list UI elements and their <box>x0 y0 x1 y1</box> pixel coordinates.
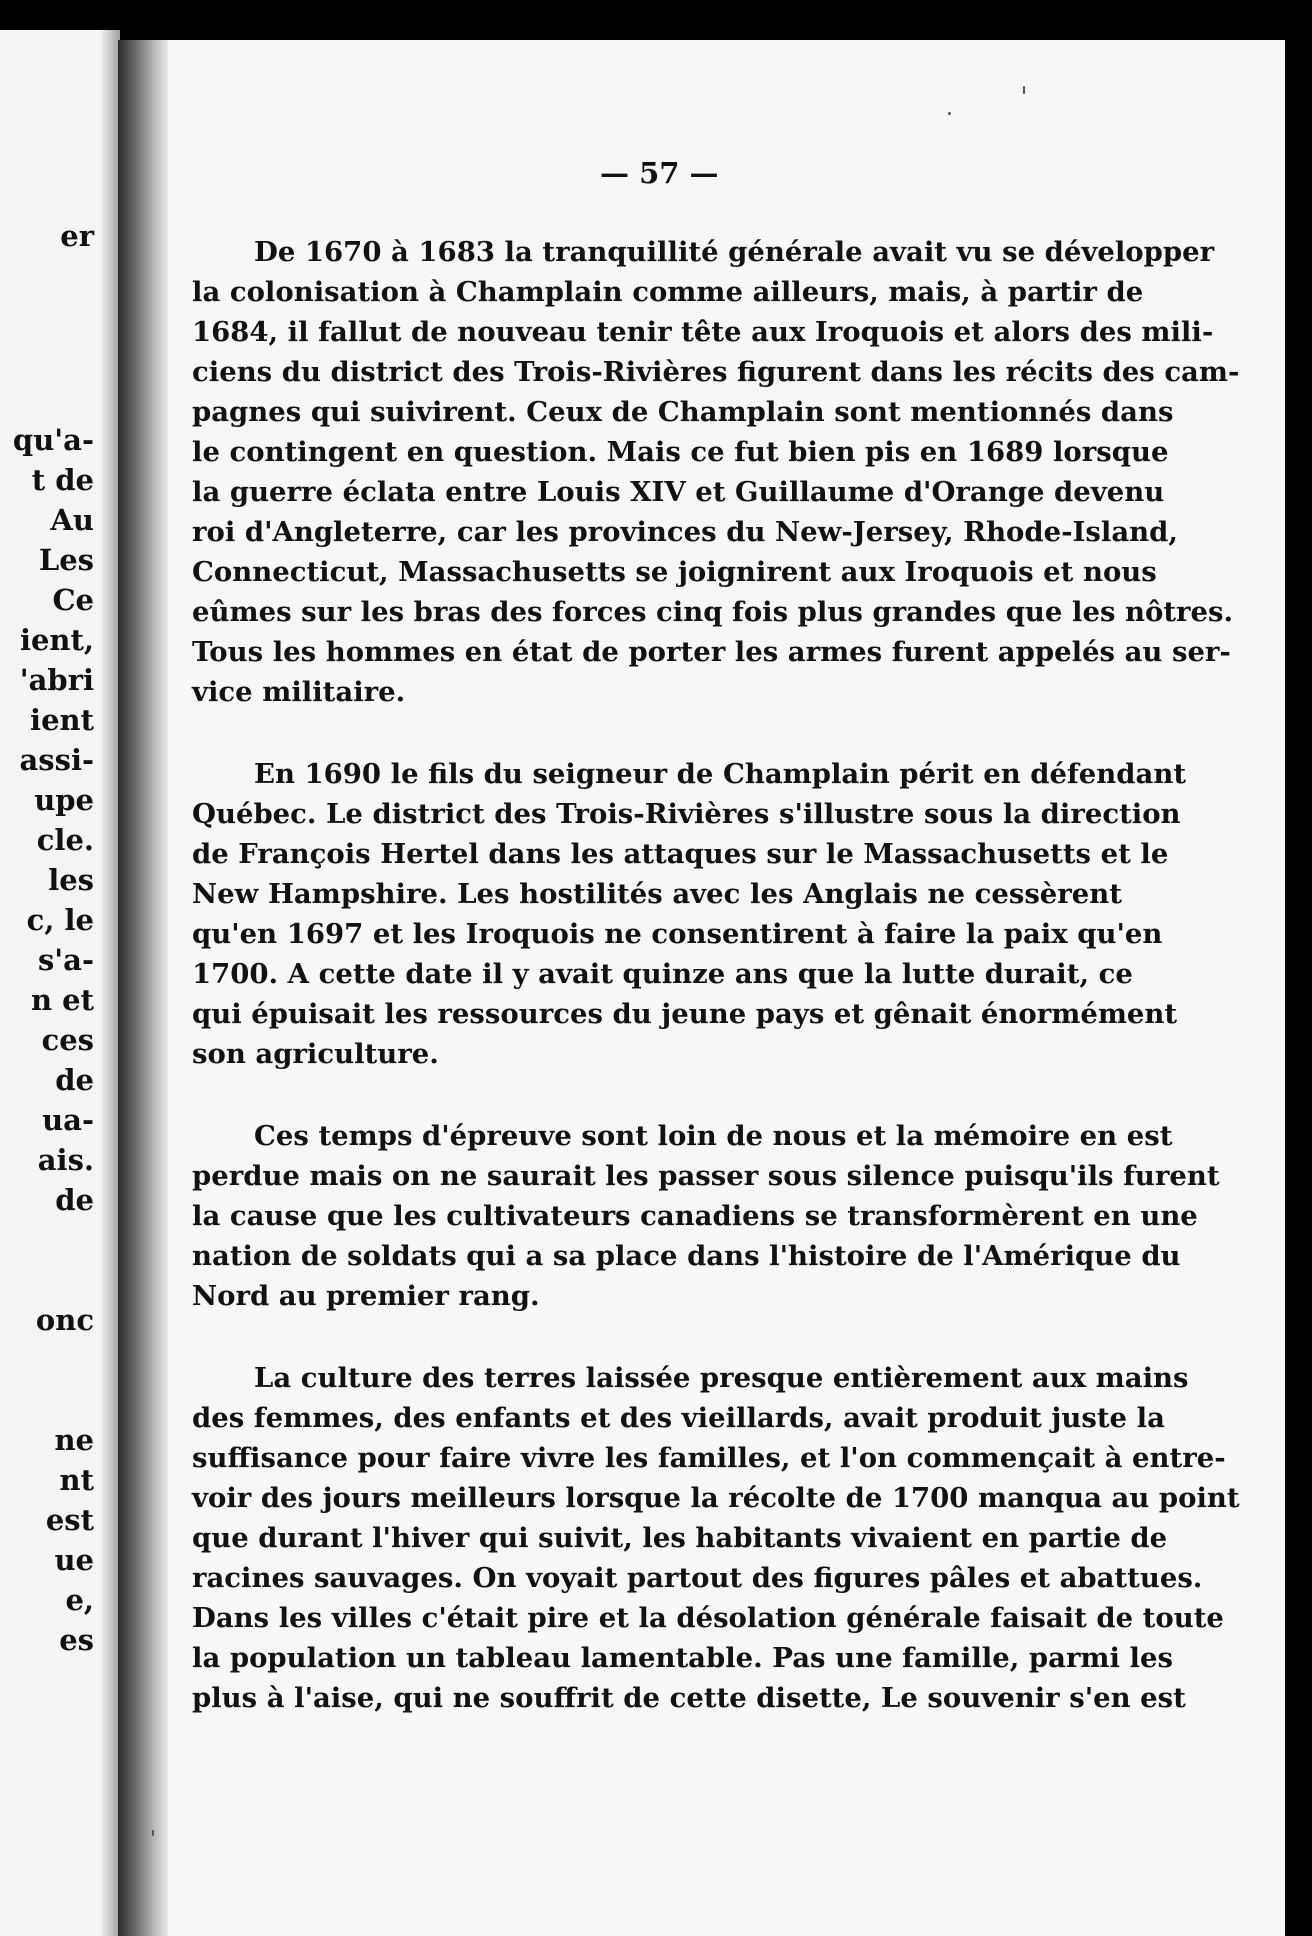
text-line: Dans les villes c'était pire et la désolation générale faisait de toute <box>192 1602 1224 1634</box>
left-page-fragment: les <box>48 863 94 897</box>
text-line: ciens du district des Trois-Rivières figurent dans les récits des cam- <box>192 356 1240 388</box>
left-page-fragment: cle. <box>36 823 94 857</box>
text-line: la guerre éclata entre Louis XIV et Guillaume d'Orange devenu <box>192 476 1165 508</box>
left-page-fragment: er <box>60 219 94 253</box>
left-page-fragment: de <box>55 1183 94 1217</box>
text-line: plus à l'aise, qui ne souffrit de cette disette, Le souvenir s'en est <box>192 1682 1186 1714</box>
text-line: qu'en 1697 et les Iroquois ne consentirent à faire la paix qu'en <box>192 918 1163 950</box>
text-line: Québec. Le district des Trois-Rivières s'illustre sous la direction <box>192 798 1181 830</box>
paper-speck <box>948 112 951 115</box>
left-facing-page <box>0 30 120 1936</box>
left-page-fragment: nt <box>59 1463 94 1497</box>
text-line: En 1690 le fils du seigneur de Champlain périt en défendant <box>254 758 1187 790</box>
left-page-fragment: s'a- <box>37 943 94 977</box>
left-page-fragment: 'abri <box>19 663 94 697</box>
text-line: suffisance pour faire vivre les familles, et l'on commençait à entre- <box>192 1442 1226 1474</box>
text-line: Ces temps d'épreuve sont loin de nous et la mémoire en est <box>254 1120 1173 1152</box>
text-line: vice militaire. <box>192 676 406 708</box>
text-line: Nord au premier rang. <box>192 1280 540 1312</box>
left-page-fragment: est <box>45 1503 94 1537</box>
left-page-fragment: e, <box>65 1583 94 1617</box>
left-page-fragment: onc <box>35 1303 94 1337</box>
left-page-fragment: qu'a- <box>12 423 94 457</box>
text-line: qui épuisait les ressources du jeune pays et gênait énormément <box>192 998 1178 1030</box>
page-edge <box>1285 40 1312 1936</box>
text-line: racines sauvages. On voyait partout des figures pâles et abattues. <box>192 1562 1203 1594</box>
left-page-fragment: ue <box>54 1543 94 1577</box>
text-line: perdue mais on ne saurait les passer sous silence puisqu'ils furent <box>192 1160 1220 1192</box>
left-page-fragment: Au <box>50 503 94 537</box>
left-page-fragment: t de <box>31 463 94 497</box>
text-line: nation de soldats qui a sa place dans l'histoire de l'Amérique du <box>192 1240 1181 1272</box>
left-page-fragment: c, le <box>26 903 94 937</box>
text-line: la population un tableau lamentable. Pas une famille, parmi les <box>192 1642 1173 1674</box>
left-page-fragment: ient, <box>19 623 94 657</box>
paper-speck <box>152 1830 154 1836</box>
body-text <box>192 232 1240 1760</box>
left-page-fragment: Les <box>38 543 94 577</box>
text-line: des femmes, des enfants et des vieillards, avait produit juste la <box>192 1402 1165 1434</box>
text-line: voir des jours meilleurs lorsque la récolte de 1700 manqua au point <box>192 1482 1240 1514</box>
binding-shadow <box>118 40 168 1936</box>
gutter-shadow <box>100 30 120 1936</box>
text-line: eûmes sur les bras des forces cinq fois plus grandes que les nôtres. <box>192 596 1234 628</box>
text-line: son agriculture. <box>192 1038 439 1070</box>
text-line: La culture des terres laissée presque entièrement aux mains <box>254 1362 1189 1394</box>
text-line: pagnes qui suivirent. Ceux de Champlain sont mentionnés dans <box>192 396 1174 428</box>
text-line: De 1670 à 1683 la tranquillité générale avait vu se développer <box>254 236 1215 268</box>
left-page-fragment: n et <box>30 983 94 1017</box>
left-page-fragment: ais. <box>37 1143 94 1177</box>
paper-speck <box>1023 86 1025 94</box>
left-page-fragment: Ce <box>52 583 94 617</box>
text-line: New Hampshire. Les hostilités avec les Anglais ne cessèrent <box>192 878 1122 910</box>
text-line: Connecticut, Massachusetts se joignirent aux Iroquois et nous <box>192 556 1157 588</box>
text-line: Tous les hommes en état de porter les armes furent appelés au ser- <box>192 636 1231 668</box>
left-page-fragment: assi- <box>19 743 94 777</box>
left-page-fragment: de <box>55 1063 94 1097</box>
text-line: 1700. A cette date il y avait quinze ans que la lutte durait, ce <box>192 958 1133 990</box>
paragraph <box>192 1358 1240 1718</box>
text-line: la cause que les cultivateurs canadiens se transformèrent en une <box>192 1200 1198 1232</box>
left-page-fragment: ua- <box>42 1103 94 1137</box>
left-page-fragment: ne <box>54 1423 94 1457</box>
left-page-fragment: upe <box>34 783 94 817</box>
paragraph <box>192 754 1187 1074</box>
text-line: 1684, il fallut de nouveau tenir tête aux Iroquois et alors des mili- <box>192 316 1214 348</box>
paragraph <box>192 1116 1220 1316</box>
left-page-fragment: es <box>59 1623 94 1657</box>
text-line: de François Hertel dans les attaques sur le Massachusetts et le <box>192 838 1169 870</box>
text-line: roi d'Angleterre, car les provinces du New-Jersey, Rhode-Island, <box>192 516 1178 548</box>
text-line: la colonisation à Champlain comme ailleurs, mais, à partir de <box>192 276 1144 308</box>
text-line: le contingent en question. Mais ce fut bien pis en 1689 lorsque <box>192 436 1169 468</box>
left-page-fragment: ient <box>30 703 94 737</box>
left-page-fragment: ces <box>41 1023 94 1057</box>
page-number: — 57 — <box>600 156 719 190</box>
paragraph <box>192 232 1240 712</box>
text-line: que durant l'hiver qui suivit, les habitants vivaient en partie de <box>192 1522 1168 1554</box>
